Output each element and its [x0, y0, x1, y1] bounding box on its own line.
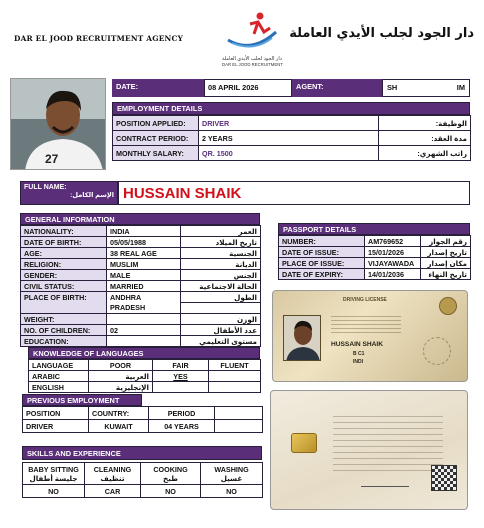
skill-washing-value: NO [201, 485, 263, 498]
passport-header: PASSPORT DETAILS [278, 223, 470, 235]
salary-label: MONTHLY SALARY: [113, 146, 199, 161]
age-label-ar: الجنسية [181, 248, 261, 259]
table-row [23, 420, 263, 433]
employment-table [112, 115, 471, 161]
license-grade: B C1 [353, 351, 365, 357]
table-row [21, 270, 261, 281]
full-name-label: FULL NAME: [24, 184, 67, 191]
education-label: EDUCATION: [21, 336, 107, 347]
full-name-label-ar: الإسم الكامل: [70, 192, 114, 199]
prev-header-position: POSITION [23, 407, 89, 420]
contract-label: CONTRACT PERIOD: [113, 131, 199, 146]
skill-babysitting-label [23, 463, 85, 485]
prev-header-empty [215, 407, 263, 420]
contract-label-ar: مدة العقد: [379, 131, 471, 146]
weight-label-ar: الوزن [181, 314, 261, 325]
languages-table [28, 359, 261, 393]
skill-cooking-value: NO [141, 485, 201, 498]
position-label-ar: الوظيفة: [379, 116, 471, 131]
passport-issue-date-label: DATE OF ISSUE: [279, 247, 365, 258]
gender-label-ar: الجنس [181, 270, 261, 281]
license-signature-icon [361, 477, 409, 487]
logo-text-ar: دار الجود لجلب الأيدي العاملة [222, 56, 282, 62]
prev-header-period: PERIOD [149, 407, 215, 420]
skill-cleaning-label [85, 463, 141, 485]
license-back-text [333, 411, 443, 471]
lang-english-ar: الإنجليزية [89, 382, 153, 393]
birthplace-label-ar: الطول [181, 292, 261, 303]
skill-cleaning-value: CAR [85, 485, 141, 498]
agent-value-2: IM [456, 83, 465, 92]
date-label: DATE: [112, 79, 204, 97]
agent-value [382, 79, 470, 97]
table-row [21, 248, 261, 259]
table-row [21, 314, 261, 325]
license-stamp-icon [423, 337, 451, 365]
table-row [279, 247, 471, 258]
agent-label: AGENT: [292, 79, 382, 97]
salary-value: QR. 1500 [199, 146, 379, 161]
prev-position: DRIVER [23, 420, 89, 433]
skill-cooking-ar: طبخ [163, 473, 178, 483]
skill-cleaning-ar: تنظيف [100, 473, 125, 483]
skill-babysitting-en: BABY SITTING [28, 464, 79, 474]
table-row [23, 485, 263, 498]
table-row [21, 237, 261, 248]
previous-employment-table [22, 406, 263, 433]
skill-cleaning-en: CLEANING [93, 464, 132, 474]
table-row [29, 360, 261, 371]
birthplace-label: PLACE OF BIRTH: [21, 292, 107, 303]
agency-logo [222, 10, 282, 66]
table-row [279, 269, 471, 280]
dob-value: 05/05/1988 [107, 237, 181, 248]
religion-label: RELIGION: [21, 259, 107, 270]
employment-details-header: EMPLOYMENT DETAILS [112, 102, 470, 115]
svg-text:27: 27 [45, 152, 59, 166]
lang-english-name: ENGLISH [29, 382, 89, 393]
full-name-value: HUSSAIN SHAIK [118, 181, 470, 205]
children-label: NO. OF CHILDREN: [21, 325, 107, 336]
lang-header-fair: FAIR [153, 360, 209, 371]
passport-expiry-value: 14/01/2036 [365, 269, 421, 280]
table-row [23, 407, 263, 420]
table-row [23, 463, 263, 485]
skill-cooking-label [141, 463, 201, 485]
logo-text-en: DAR EL JOOD RECRUITMENT [222, 62, 283, 67]
table-row [29, 371, 261, 382]
agency-name-en: DAR EL JOOD RECRUITMENT AGENCY [14, 34, 184, 43]
table-row [21, 292, 261, 303]
passport-issue-date-label-ar: تاريخ إصدار [421, 247, 471, 258]
passport-number-label: NUMBER: [279, 236, 365, 247]
logo-icon [222, 10, 282, 50]
lang-english-fluent [209, 382, 261, 393]
religion-value: MUSLIM [107, 259, 181, 270]
license-title: DRIVING LICENSE [343, 297, 387, 303]
lang-english-fair [153, 382, 209, 393]
civil-status-label-ar: الحالة الاجتماعية [181, 281, 261, 292]
gender-label: GENDER: [21, 270, 107, 281]
birthplace-value-cont: PRADESH [107, 303, 181, 314]
date-value: 08 APRIL 2026 [204, 79, 292, 97]
table-row [29, 382, 261, 393]
weight-value [107, 314, 181, 325]
dob-label-ar: تاريخ الميلاد [181, 237, 261, 248]
license-chip-icon [291, 433, 317, 453]
languages-header: KNOWLEDGE OF LANGUAGES [28, 347, 260, 359]
agent-value-1: SH [387, 83, 398, 92]
passport-issue-date-value: 15/01/2026 [365, 247, 421, 258]
civil-status-value: MARRIED [107, 281, 181, 292]
contract-value: 2 YEARS [199, 131, 379, 146]
license-photo [283, 315, 321, 361]
position-value: DRIVER [199, 116, 379, 131]
skill-washing-ar: غسيل [220, 473, 243, 483]
table-row [279, 258, 471, 269]
table-row [113, 146, 471, 161]
age-value: 38 REAL AGE [107, 248, 181, 259]
prev-empty [215, 420, 263, 433]
education-label-ar: مستوى التعليمي [181, 336, 261, 347]
passport-number-label-ar: رقم الجواز [421, 236, 471, 247]
skill-washing-label [201, 463, 263, 485]
skills-header: SKILLS AND EXPERIENCE [22, 446, 262, 460]
license-name: HUSSAIN SHAIK [331, 341, 384, 348]
skill-cooking-en: COOKING [153, 464, 188, 474]
passport-table [278, 235, 471, 280]
applicant-photo [10, 78, 106, 170]
salary-label-ar: راتب الشهري: [379, 146, 471, 161]
nationality-label-ar: العمر [181, 226, 261, 237]
table-row [21, 281, 261, 292]
full-name-label-box [20, 181, 118, 205]
passport-issue-place-label-ar: مكان إصدار [421, 258, 471, 269]
table-row [21, 325, 261, 336]
table-row [21, 303, 261, 314]
prev-country: KUWAIT [89, 420, 149, 433]
education-value [107, 336, 181, 347]
agency-name-ar: دار الجود لجلب الأيدي العاملة [289, 26, 474, 41]
gender-value: MALE [107, 270, 181, 281]
table-row [21, 336, 261, 347]
position-label: POSITION APPLIED: [113, 116, 199, 131]
table-row [279, 236, 471, 247]
passport-expiry-label-ar: تاريخ النهاء [421, 269, 471, 280]
prev-period: 04 YEARS [149, 420, 215, 433]
passport-expiry-label: DATE OF EXPIRY: [279, 269, 365, 280]
lang-arabic-ar: العربية [89, 371, 153, 382]
general-info-table [20, 225, 261, 347]
skills-table [22, 462, 263, 498]
birthplace-value: ANDHRA [107, 292, 181, 303]
age-label: AGE: [21, 248, 107, 259]
license-emblem-icon [439, 297, 457, 315]
lang-arabic-fair: YES [153, 371, 209, 382]
birthplace-label-ar-cont [181, 303, 261, 314]
lang-header-language: LANGUAGE [29, 360, 89, 371]
table-row [21, 226, 261, 237]
passport-number-value: AM769652 [365, 236, 421, 247]
lang-arabic-name: ARABIC [29, 371, 89, 382]
weight-label: WEIGHT: [21, 314, 107, 325]
lang-header-fluent: FLUENT [209, 360, 261, 371]
license-nationality: INDI [353, 359, 363, 365]
dob-label: DATE OF BIRTH: [21, 237, 107, 248]
skill-babysitting-ar: جليسة أطفال [29, 473, 78, 483]
driving-license-back [270, 390, 468, 510]
table-row [113, 116, 471, 131]
nationality-label: NATIONALITY: [21, 226, 107, 237]
license-text-lines [331, 313, 401, 335]
nationality-value: INDIA [107, 226, 181, 237]
general-info-header: GENERAL INFORMATION [20, 213, 260, 225]
birthplace-label-cont [21, 303, 107, 314]
previous-employment-header: PREVIOUS EMPLOYMENT [22, 394, 142, 406]
license-qr-icon [431, 465, 457, 491]
religion-label-ar: الديانة [181, 259, 261, 270]
skill-babysitting-value: NO [23, 485, 85, 498]
children-label-ar: عدد الأطفال [181, 325, 261, 336]
prev-header-country: COUNTRY: [89, 407, 149, 420]
skill-washing-en: WASHING [214, 464, 249, 474]
civil-status-label: CIVIL STATUS: [21, 281, 107, 292]
passport-issue-place-label: PLACE OF ISSUE: [279, 258, 365, 269]
lang-arabic-fluent [209, 371, 261, 382]
lang-header-poor: POOR [89, 360, 153, 371]
passport-issue-place-value: VIJAYAWADA [365, 258, 421, 269]
table-row [21, 259, 261, 270]
driving-license-front [272, 290, 468, 382]
table-row [113, 131, 471, 146]
children-value: 02 [107, 325, 181, 336]
